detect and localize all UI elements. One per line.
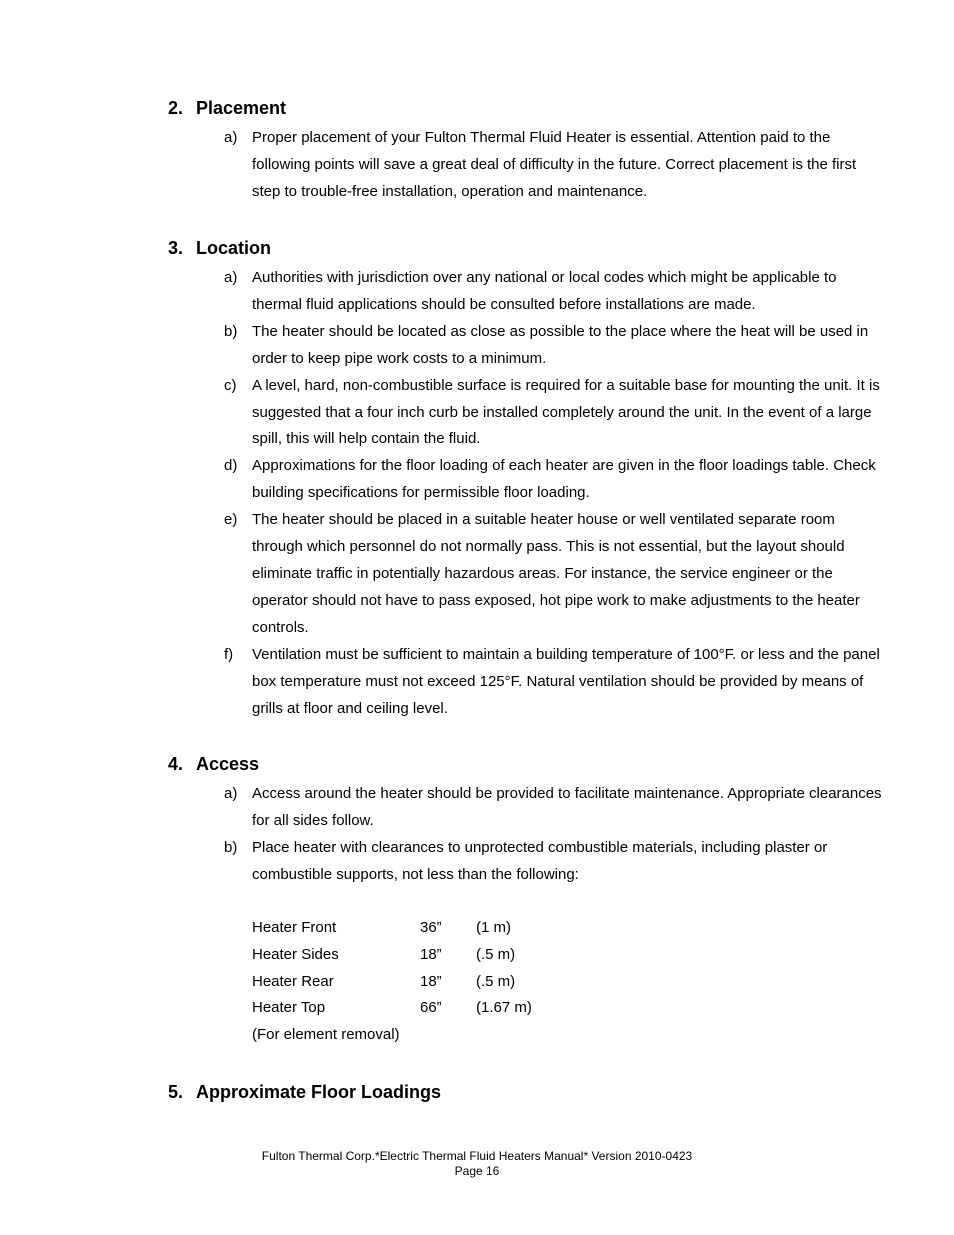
- section-heading: [168, 1081, 888, 1103]
- table-row: [252, 942, 516, 969]
- list-item: [168, 835, 888, 889]
- item-text: Authorities with jurisdiction over any national or local codes which might be applicable to thermal fluid applications should be consulted before installations are made.: [252, 269, 837, 313]
- section-heading: [168, 97, 888, 119]
- item-text: The heater should be located as close as possible to the place where the heat will be used in order to keep pipe work costs to a minimum.: [252, 322, 869, 367]
- section-access: [168, 753, 888, 889]
- item-text: Ventilation must be sufficient to maintain a building temperature of 100°F. or less and the panel box temperature must not exceed 125°F. Natural ventilation should be provided by means of grills at floor and ceiling level.: [252, 645, 880, 717]
- section-title: Location: [196, 238, 271, 258]
- item-label: d): [224, 457, 238, 475]
- section-number: 3.: [168, 238, 184, 258]
- section-heading: [168, 753, 888, 775]
- footer-document-title: Fulton Thermal Corp.*Electric Thermal Fluid Heaters Manual* Version 2010-0423: [261, 1149, 693, 1163]
- list-item: [168, 453, 888, 507]
- item-label: a): [224, 785, 238, 802]
- clearance-inches: 66”: [420, 999, 442, 1017]
- clearance-table: [252, 915, 532, 1049]
- section-floor-loadings: [168, 1081, 888, 1103]
- item-list: [168, 125, 888, 206]
- item-list: [168, 265, 888, 722]
- list-item: [168, 642, 888, 723]
- section-heading: [168, 237, 888, 259]
- section-title: Placement: [196, 98, 287, 118]
- item-label: c): [224, 376, 237, 394]
- clearance-metric: (.5 m): [476, 945, 516, 963]
- item-text: A level, hard, non-combustible surface is required for a suitable base for mounting the unit. It is suggested that a four inch curb be installed completely around the unit. In the event of a large spill, this will help contain the fluid.: [252, 376, 880, 448]
- item-text: The heater should be placed in a suitable heater house or well ventilated separate room through which personnel do not normally pass. This is not essential, but the layout should eliminate traffic in potentially hazardous areas. For instance, the service engineer or the operator should not have to pass exposed, hot pipe work to make adjustments to the heater controls.: [252, 511, 860, 636]
- item-text: Approximations for the floor loading of each heater are given in the floor loadings table. Check building specifications for permissible floor loading.: [252, 457, 876, 502]
- list-item: [168, 373, 888, 454]
- clearance-metric: (.5 m): [476, 972, 516, 990]
- section-title: Approximate Floor Loadings: [196, 1082, 442, 1102]
- section-title: Access: [196, 754, 260, 774]
- list-item: [168, 781, 888, 835]
- item-label: b): [224, 838, 238, 856]
- table-row: [252, 915, 511, 942]
- clearance-location: Heater Rear: [252, 972, 334, 990]
- clearance-inches: 18”: [420, 972, 442, 990]
- table-row: [252, 995, 532, 1022]
- clearance-note: (For element removal): [252, 1026, 400, 1044]
- item-text: Proper placement of your Fulton Thermal Fluid Heater is essential. Attention paid to the following points will save a great deal of difficulty in the future. Correct placement is the first step to trouble-free installation, operation and maintenance.: [252, 129, 857, 200]
- page-footer: [0, 1149, 954, 1179]
- clearance-inches: 18”: [420, 945, 442, 963]
- clearance-inches: 36”: [420, 919, 442, 936]
- clearance-location: Heater Front: [252, 919, 337, 936]
- section-number: 2.: [168, 98, 184, 118]
- list-item: [168, 125, 888, 206]
- item-label: b): [224, 322, 238, 340]
- footer-page-number: Page 16: [454, 1164, 500, 1178]
- table-row: [252, 969, 516, 996]
- list-item: [168, 319, 888, 373]
- clearance-location: Heater Top: [252, 999, 326, 1017]
- item-label: a): [224, 129, 238, 146]
- list-item: [168, 265, 888, 319]
- section-number: 4.: [168, 754, 184, 774]
- section-number: 5.: [168, 1082, 184, 1102]
- item-text: Access around the heater should be provided to facilitate maintenance. Appropriate clearances for all sides follow.: [252, 785, 882, 829]
- item-list: [168, 781, 888, 889]
- clearance-location: Heater Sides: [252, 945, 339, 963]
- item-label: e): [224, 511, 238, 529]
- section-placement: [168, 97, 888, 206]
- clearance-metric: (1.67 m): [476, 999, 532, 1017]
- item-text: Place heater with clearances to unprotected combustible materials, including plaster or combustible supports, not less than the following:: [252, 838, 828, 883]
- item-label: a): [224, 269, 238, 286]
- list-item: [168, 507, 888, 642]
- section-location: [168, 237, 888, 722]
- clearance-metric: (1 m): [476, 919, 511, 936]
- item-label: f): [224, 645, 234, 663]
